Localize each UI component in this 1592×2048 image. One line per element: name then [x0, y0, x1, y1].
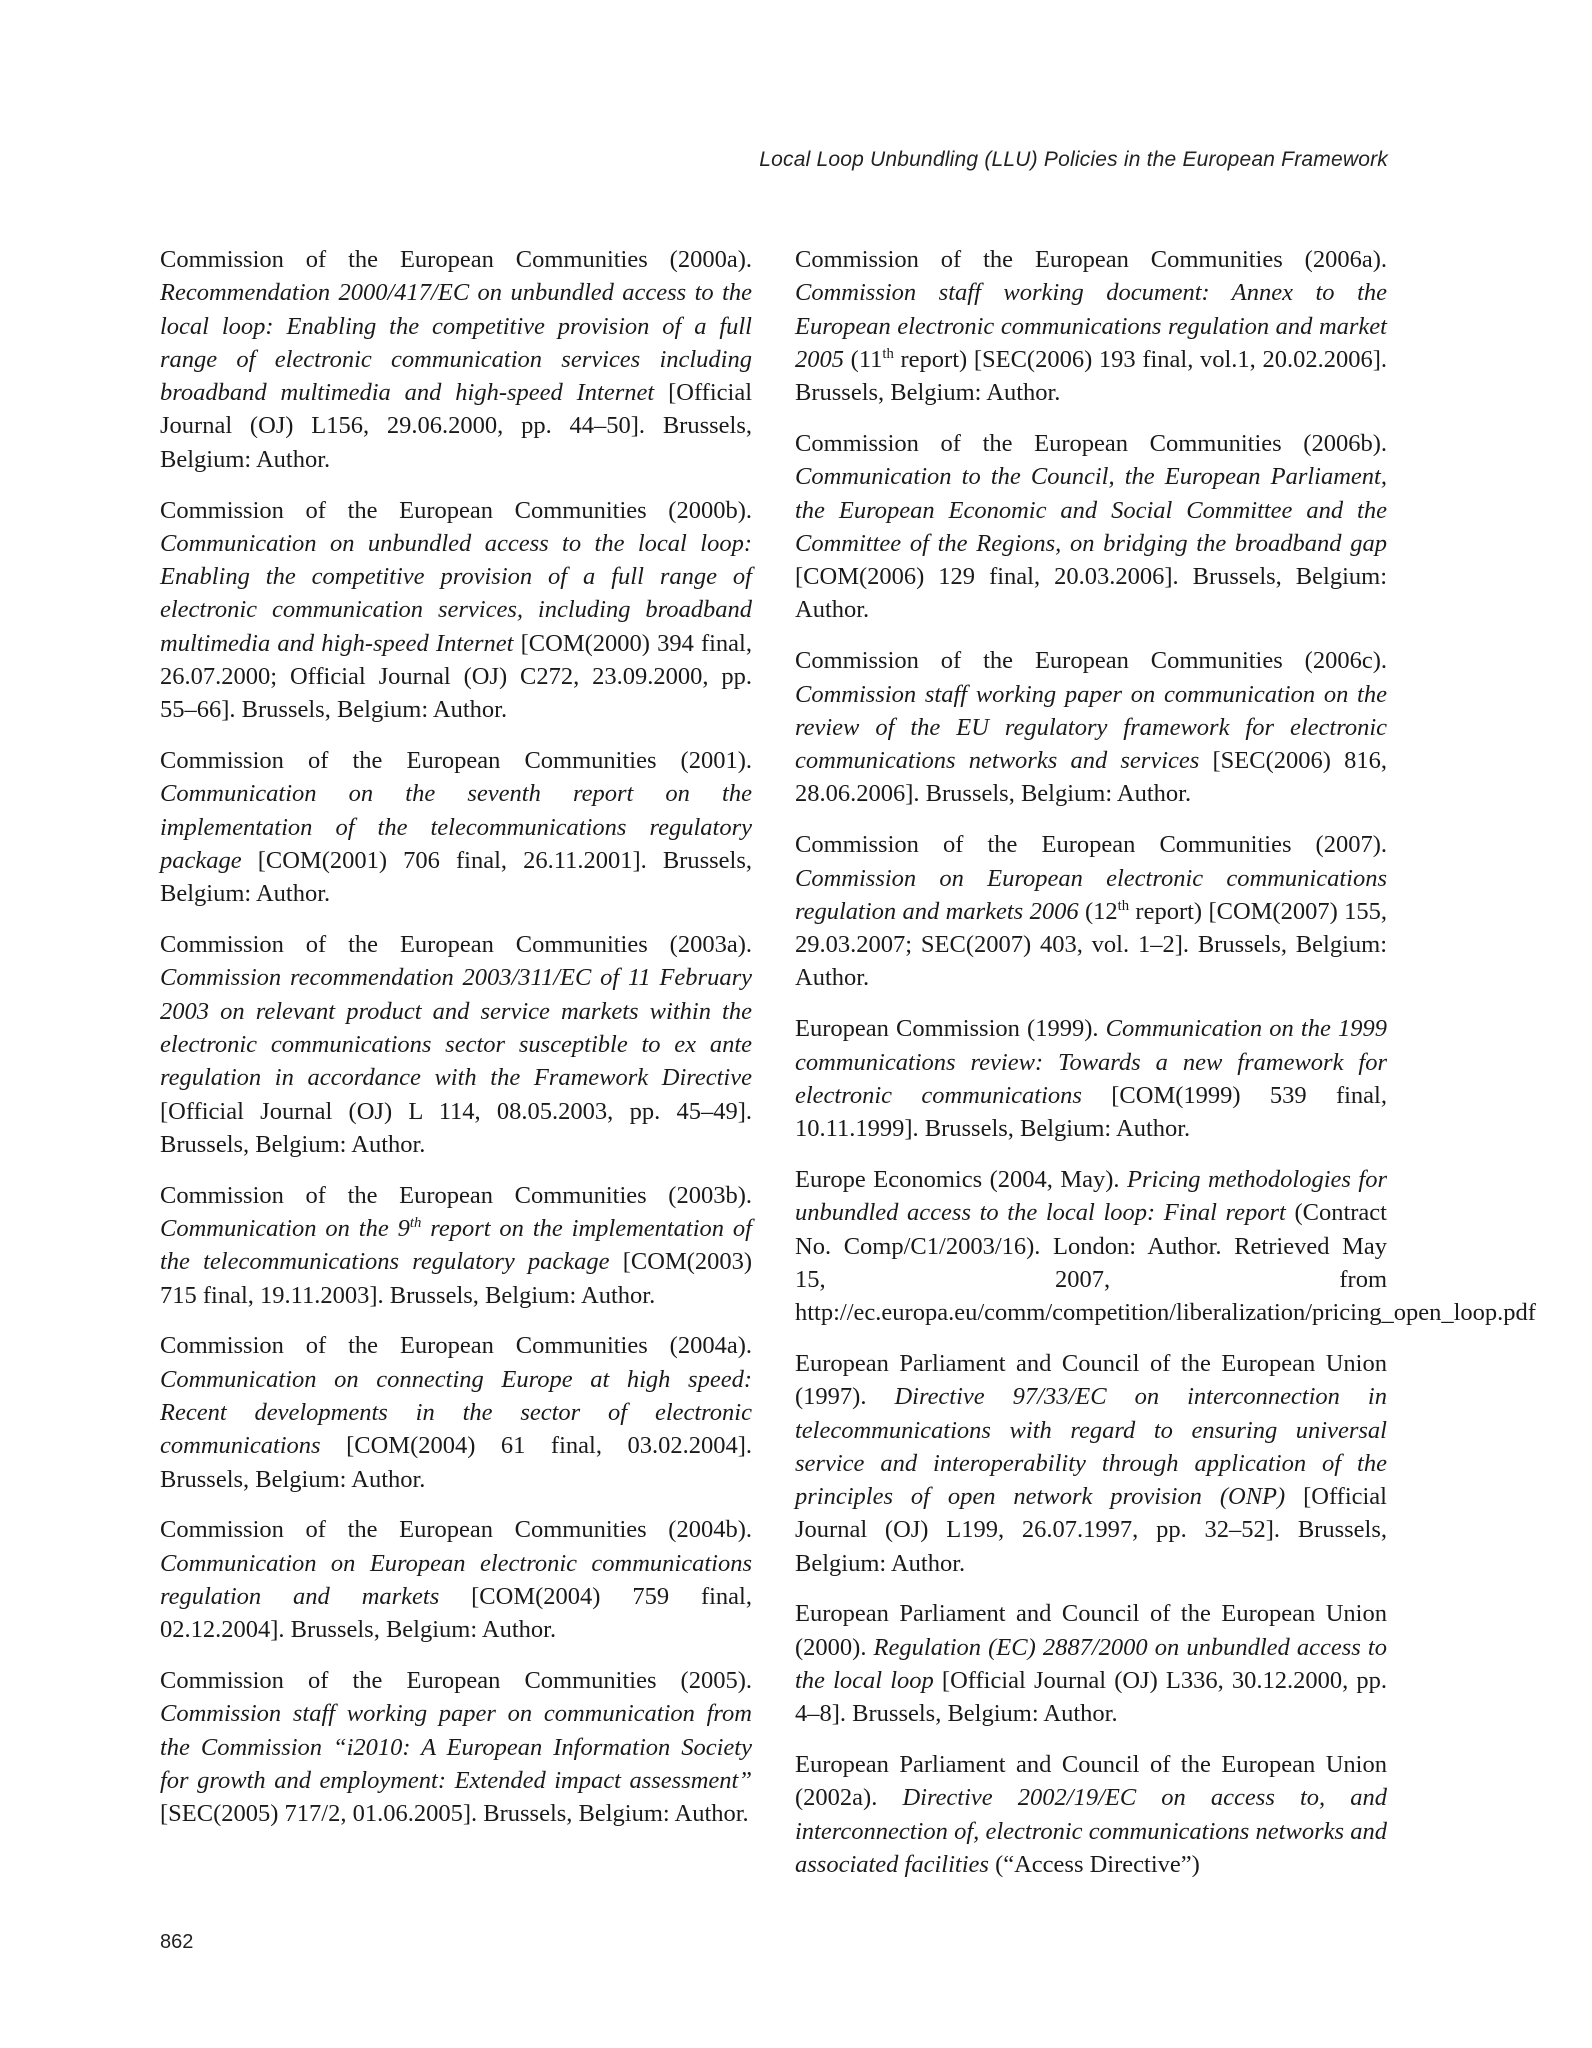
- reference-author-year: Commission of the European Communities (2001).: [160, 747, 752, 775]
- reference-entry: [160, 744, 752, 910]
- reference-author-year: Commission of the European Communities (2003b).: [160, 1181, 752, 1209]
- reference-author-year: Europe Economics (2004, May).: [795, 1165, 1128, 1193]
- reference-title-part: Communication on the 9: [160, 1215, 410, 1243]
- reference-entry: [160, 928, 752, 1161]
- reference-author-year: Commission of the European Communities (2004a).: [160, 1332, 752, 1360]
- reference-source: [COM(2006) 129 final, 20.03.2006]. Brussels, Belgium: Author.: [795, 563, 1387, 624]
- running-header: Local Loop Unbundling (LLU) Policies in the European Framework: [759, 148, 1388, 171]
- reference-entry: [795, 1347, 1387, 1580]
- reference-entry: [160, 1179, 752, 1312]
- reference-title: Communication to the Council, the European Parliament, the European Economic and Social Committee and the Committee of the Regions, on bridging the broadband gap: [795, 463, 1387, 557]
- reference-entry: [795, 644, 1387, 810]
- reference-entry: [795, 427, 1387, 627]
- reference-entry: [795, 243, 1387, 409]
- reference-source: [SEC(2005) 717/2, 01.06.2005]. Brussels, Belgium: Author.: [160, 1800, 749, 1828]
- reference-title: Communication on connecting Europe at high speed: Recent developments in the sector of electronic communications: [160, 1365, 752, 1460]
- reference-source: [COM(1999) 539 final, 10.11.1999]. Brussels, Belgium: Author.: [795, 1081, 1387, 1143]
- reference-entry: [160, 1664, 752, 1830]
- reference-title: Communication on the 1999 communications review: Towards a new framework for electronic communications: [795, 1015, 1387, 1109]
- reference-title: Communication on the seventh report on the implementation of the telecommunications regulatory package: [160, 780, 752, 875]
- reference-entry: [160, 1513, 752, 1646]
- reference-author-year: Commission of the European Communities (2006b).: [795, 429, 1387, 457]
- reference-source: (“Access Directive”): [988, 1851, 1200, 1879]
- reference-author-year: European Commission (1999).: [795, 1015, 1106, 1043]
- reference-source: [COM(2003) 715 final, 19.11.2003]. Brussels, Belgium: Author.: [160, 1248, 753, 1309]
- ordinal-superscript: th: [409, 1214, 422, 1231]
- reference-title-part: report on the implementation of the telecommunications regulatory package: [160, 1215, 752, 1276]
- reference-source: [SEC(2006) 816, 28.06.2006]. Brussels, Belgium: Author.: [795, 747, 1387, 808]
- reference-edition-part: report): [1129, 897, 1203, 925]
- reference-entry: [795, 1748, 1387, 1881]
- reference-title: Commission recommendation 2003/311/EC of 11 February 2003 on relevant product and service markets within the electronic communications sector susceptible to ex ante regulation in accordance with the Framework Directive: [160, 964, 752, 1092]
- reference-title: Commission staff working paper on communication on the review of the EU regulatory framework for electronic communications networks and services: [795, 680, 1387, 775]
- reference-title: Recommendation 2000/417/EC on unbundled access to the local loop: Enabling the competitive provision of a full range of electronic communication services including broadband multimedia and high-speed Internet: [160, 279, 752, 407]
- reference-edition-part: report): [893, 345, 968, 373]
- reference-source: [Official Journal (OJ) L 114, 08.05.2003, pp. 45–49]. Brussels, Belgium: Author.: [160, 1097, 752, 1158]
- references-left-column: [160, 243, 752, 1848]
- reference-author-year: European Parliament and Council of the European Union (2002a).: [795, 1751, 1387, 1812]
- reference-entry: [160, 494, 752, 727]
- reference-source: [COM(2000) 394 final, 26.07.2000; Official Journal (OJ) C272, 23.09.2000, pp. 55–66]. Brussels, Belgium: Author.: [160, 629, 752, 724]
- reference-title: Pricing methodologies for unbundled access to the local loop: Final report: [795, 1165, 1387, 1227]
- reference-entry: [160, 243, 752, 476]
- reference-author-year: European Parliament and Council of the European Union (2000).: [795, 1600, 1387, 1661]
- reference-source: [Official Journal (OJ) L156, 29.06.2000, pp. 44–50]. Brussels, Belgium: Author.: [160, 379, 752, 473]
- reference-author-year: Commission of the European Communities (2006c).: [795, 647, 1387, 675]
- reference-entry: [795, 828, 1387, 994]
- reference-author-year: Commission of the European Communities (2003a).: [160, 931, 752, 959]
- reference-entry: [795, 1597, 1387, 1730]
- reference-edition-part: (11: [844, 345, 883, 373]
- reference-source: [Official Journal (OJ) L199, 26.07.1997, pp. 32–52]. Brussels, Belgium: Author.: [795, 1483, 1387, 1577]
- reference-title: Commission staff working paper on communication from the Commission “i2010: A European Information Society for growth and employment: Extended impact assessment”: [160, 1700, 752, 1794]
- reference-author-year: Commission of the European Communities (2006a).: [795, 246, 1387, 273]
- reference-title: Regulation (EC) 2887/2000 on unbundled access to the local loop: [795, 1633, 1387, 1695]
- reference-source: [Official Journal (OJ) L336, 30.12.2000, pp. 4–8]. Brussels, Belgium: Author.: [795, 1667, 1388, 1728]
- reference-source: [COM(2004) 61 final, 03.02.2004]. Brussels, Belgium: Author.: [160, 1432, 752, 1493]
- reference-entry: [160, 1329, 752, 1495]
- reference-source: (Contract No. Comp/C1/2003/16). London: Author. Retrieved May 15, 2007, from http://ec.europa.eu/comm/competition/liberalization/pricing_open_loop.pdf: [795, 1199, 1536, 1327]
- reference-author-year: Commission of the European Communities (2004b).: [160, 1516, 752, 1544]
- reference-author-year: Commission of the European Communities (2007).: [795, 831, 1387, 859]
- reference-entry: [795, 1012, 1387, 1145]
- reference-source: [COM(2001) 706 final, 26.11.2001]. Brussels, Belgium: Author.: [160, 847, 752, 908]
- page-number: 862: [160, 1931, 194, 1953]
- reference-author-year: European Parliament and Council of the European Union (1997).: [795, 1349, 1387, 1411]
- reference-source: [COM(2004) 759 final, 02.12.2004]. Brussels, Belgium: Author.: [160, 1582, 752, 1644]
- ordinal-superscript: th: [1117, 897, 1130, 914]
- reference-entry: [795, 1163, 1536, 1329]
- reference-source: [SEC(2006) 193 final, vol.1, 20.02.2006]. Brussels, Belgium: Author.: [795, 345, 1388, 407]
- reference-title: Commission on European electronic communications regulation and markets 2006: [795, 864, 1387, 925]
- reference-title: Communication on European electronic communications regulation and markets: [160, 1549, 752, 1610]
- reference-title: Communication on unbundled access to the local loop: Enabling the competitive provision of a full range of electronic communication services, including broadband multimedia and high-speed Internet: [160, 529, 752, 657]
- reference-edition-part: (12: [1078, 897, 1118, 925]
- reference-title: Commission staff working document: Annex to the European electronic communications regulation and market 2005: [795, 279, 1387, 373]
- reference-title: Directive 2002/19/EC on access to, and interconnection of, electronic communications networks and associated facilities: [795, 1784, 1388, 1879]
- references-right-column: [795, 243, 1536, 1899]
- reference-author-year: Commission of the European Communities (2000b).: [160, 496, 752, 524]
- reference-author-year: Commission of the European Communities (2000a).: [160, 246, 752, 273]
- ordinal-superscript: th: [882, 345, 894, 362]
- reference-title: Directive 97/33/EC on interconnection in telecommunications with regard to ensuring universal service and interoperability through application of the principles of open network provision (ONP): [795, 1383, 1387, 1511]
- reference-author-year: Commission of the European Communities (2005).: [160, 1667, 752, 1695]
- reference-source: [COM(2007) 155, 29.03.2007; SEC(2007) 403, vol. 1–2]. Brussels, Belgium: Author.: [795, 897, 1387, 992]
